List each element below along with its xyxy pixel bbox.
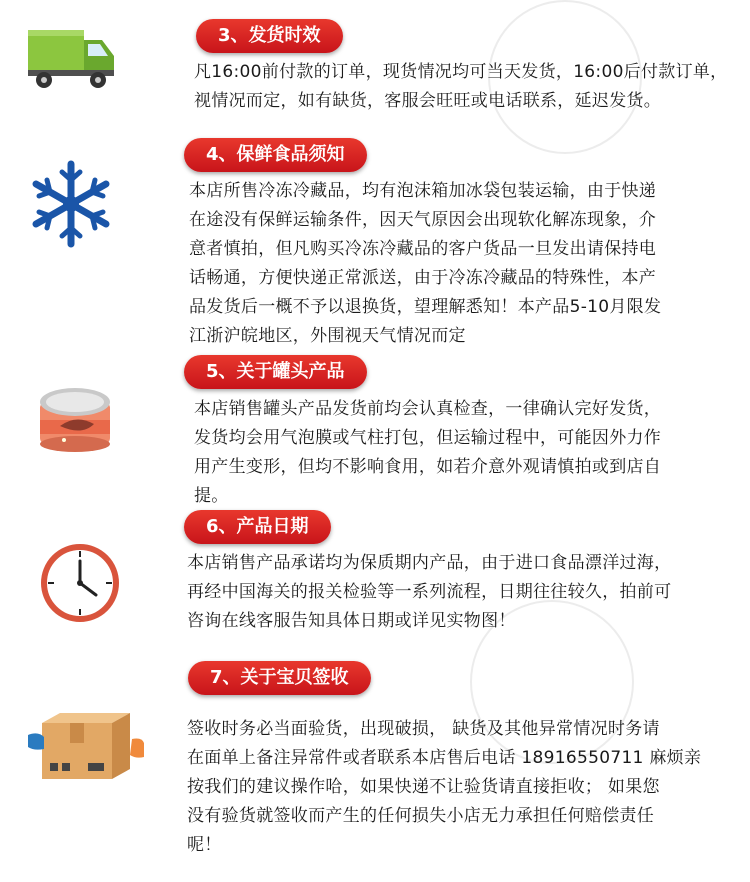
text-line: 话畅通，方便快递正常派送，由于冷冻冷藏品的特殊性，本产 (189, 268, 657, 288)
text-line: 视情况而定，如有缺货，客服会旺旺或电话联系，延迟发货。 (194, 91, 662, 111)
section-body (187, 549, 747, 636)
text-line: 江浙沪皖地区，外围视天气情况而定 (189, 326, 466, 346)
section-body (194, 395, 746, 511)
section-receipt-signing (0, 655, 750, 882)
text-line: 品发货后一概不予以退换货，望理解悉知！本产品5-10月限发 (189, 297, 662, 317)
text-line: 用产生变形，但均不影响食用，如若介意外观请慎拍或到店自 (194, 457, 662, 477)
section-title-badge: 5、关于罐头产品 (184, 355, 367, 389)
text-line: 发货均会用气泡膜或气柱打包，但运输过程中，可能因外力作 (194, 428, 662, 448)
section-shipping-time (0, 0, 750, 120)
section-title-badge: 4、保鲜食品须知 (184, 138, 367, 172)
section-body (189, 177, 745, 351)
text-line: 签收时务必当面验货，出现破损， 缺货及其他异常情况时务请 (187, 719, 660, 739)
snowflake-icon (30, 158, 112, 254)
text-line: 提。 (194, 486, 229, 506)
text-line: 在面单上备注异常件或者联系本店售后电话 18916550711 麻烦亲 (187, 748, 702, 768)
section-product-date (0, 505, 750, 645)
text-line: 呢！ (187, 835, 222, 855)
text-line: 本店所售冷冻冷藏品，均有泡沫箱加冰袋包装运输，由于快递 (189, 181, 657, 201)
truck-icon (28, 26, 116, 94)
section-fresh-food (0, 130, 750, 350)
text-line: 按我们的建议操作哈，如果快递不让验货请直接拒收； 如果您 (187, 777, 660, 797)
text-line: 本店销售罐头产品发货前均会认真检查，一律确认完好发货， (194, 399, 662, 419)
canned-food-icon (34, 380, 118, 458)
section-title-badge: 7、关于宝贝签收 (188, 661, 371, 695)
clock-icon (40, 543, 120, 627)
package-handover-icon (28, 713, 144, 789)
text-line: 再经中国海关的报关检验等一系列流程，日期往往较久，拍前可 (187, 582, 672, 602)
section-title-badge: 3、发货时效 (196, 19, 343, 53)
section-canned-products (0, 350, 750, 510)
text-line: 凡16:00前付款的订单，现货情况均可当天发货，16:00后付款订单， (194, 62, 728, 82)
section-title-badge: 6、产品日期 (184, 510, 331, 544)
text-line: 在途没有保鲜运输条件，因天气原因会出现软化解冻现象，介 (189, 210, 657, 230)
section-body (187, 715, 750, 860)
text-line: 本店销售产品承诺均为保质期内产品，由于进口食品漂洋过海， (187, 553, 672, 573)
text-line: 咨询在线客服告知具体日期或详见实物图！ (187, 611, 516, 631)
text-line: 没有验货就签收而产生的任何损失小店无力承担任何赔偿责任 (187, 806, 655, 826)
text-line: 意者慎拍，但凡购买冷冻冷藏品的客户货品一旦发出请保持电 (189, 239, 657, 259)
section-body (194, 58, 744, 116)
